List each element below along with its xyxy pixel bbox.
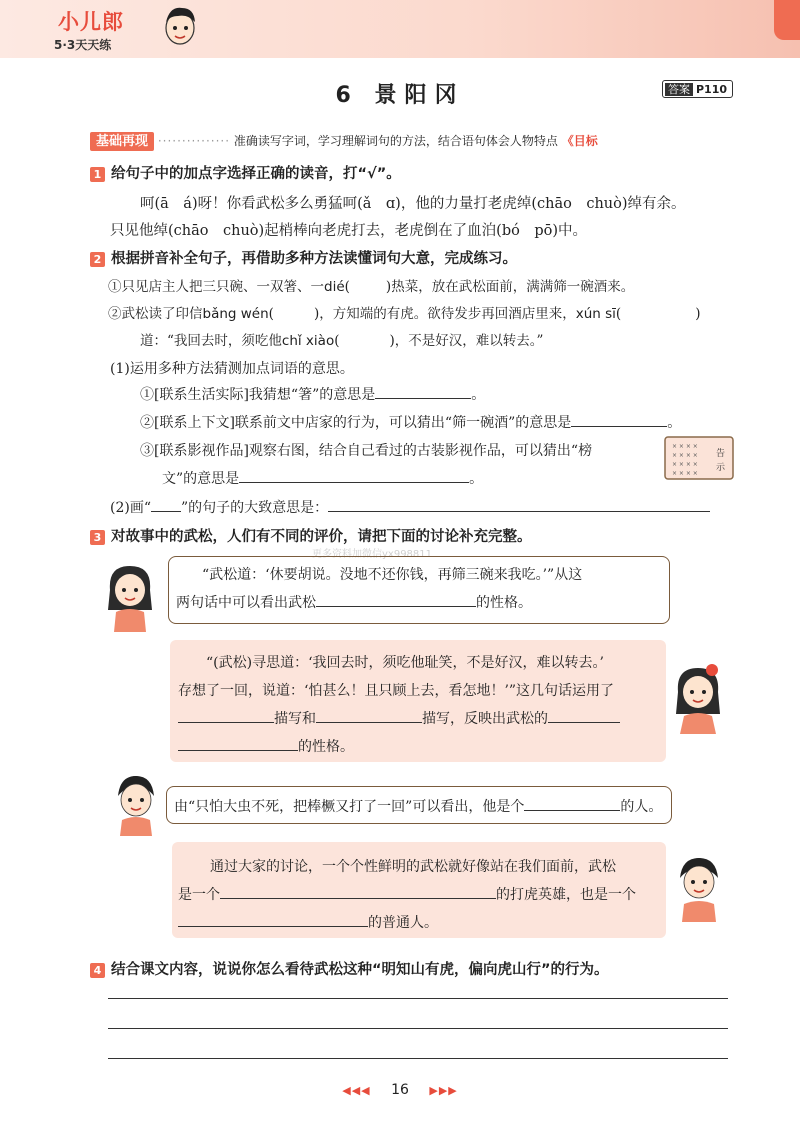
q2-sub-1: (1)运用多种方法猜测加点词语的意思。 bbox=[110, 361, 354, 377]
header-corner-tab bbox=[774, 0, 800, 40]
q2-sub-2-part-a: (2)画“ bbox=[110, 500, 151, 516]
q2-sub-2-blank[interactable] bbox=[328, 497, 710, 512]
q2-s1-blank[interactable] bbox=[350, 277, 386, 291]
q2-sentence-1: ①只见店主人把三只碗、一双箸、一dié( )热菜，放在武松面前，满满筛一碗酒来。 bbox=[108, 279, 635, 295]
boy-avatar-2-icon bbox=[670, 850, 728, 922]
q2-sub-1-b-blank[interactable] bbox=[571, 412, 667, 427]
box-4-line-1: 通过大家的讨论，一个个性鲜明的武松就好像站在我们面前，武松 bbox=[210, 859, 616, 875]
box-4-line-3 bbox=[178, 912, 438, 932]
q2-s2-blank-2[interactable] bbox=[621, 304, 695, 318]
box-2-blank-4[interactable] bbox=[178, 736, 298, 751]
notice-label-1: 告 bbox=[716, 449, 726, 459]
box-1-text-a: 两句话中可以看出武松 bbox=[176, 595, 316, 611]
answer-ref bbox=[662, 80, 733, 98]
answer-line-3[interactable] bbox=[108, 1058, 728, 1059]
question-1-number: 1 bbox=[90, 167, 105, 182]
q2-sub-1-a-blank[interactable] bbox=[375, 384, 471, 399]
page-number: 16 bbox=[391, 1082, 409, 1098]
svg-text:× × × ×: × × × × bbox=[672, 443, 698, 450]
question-1-prompt bbox=[90, 162, 401, 183]
brand-logo: 小儿郎 bbox=[58, 10, 124, 34]
mascot-boy-icon bbox=[160, 2, 200, 50]
box-1-line-1: “武松道：‘休要胡说。没地不还你钱，再筛三碗来我吃。’”从这 bbox=[202, 567, 583, 583]
box-1-text-b: 的性格。 bbox=[476, 595, 532, 611]
box-4-blank-1[interactable] bbox=[220, 884, 496, 899]
box-4-text-b: 的打虎英雄，也是一个 bbox=[496, 887, 636, 903]
q2-sentence-2-cont: 道：“我回去时，须吃他chǐ xiào( )，不是好汉，难以转去。” bbox=[140, 333, 544, 349]
box-4-blank-2[interactable] bbox=[178, 912, 368, 927]
question-2-number: 2 bbox=[90, 252, 105, 267]
q2-sub-1-b-text: ②[联系上下文]联系前文中店家的行为，可以猜出“筛一碗酒”的意思是 bbox=[140, 415, 572, 431]
box-2-blank-3[interactable] bbox=[548, 708, 620, 723]
q2-sub-1-a: ①[联系生活实际]我猜想“箸”的意思是 。 bbox=[140, 384, 485, 404]
question-1-line-1: 呵(ā á)呀！你看武松多么勇猛呵(ǎ ɑ)，他的力量打老虎绰(chāo chuò)绰有余。 bbox=[140, 196, 686, 212]
boy-avatar-icon bbox=[108, 770, 164, 836]
box-2-line-3 bbox=[178, 708, 620, 728]
question-4-number: 4 bbox=[90, 963, 105, 978]
question-3-text: 对故事中的武松，人们有不同的评价，请把下面的讨论补充完整。 bbox=[111, 529, 532, 545]
svg-text:× × × ×: × × × × bbox=[672, 461, 698, 468]
dotted-leader: ··············· bbox=[157, 134, 231, 148]
notice-board-image bbox=[664, 436, 734, 480]
box-3-text-b: 的人。 bbox=[620, 799, 663, 815]
q2-sub-2-part-b: ”的句子的大致意思是： bbox=[181, 500, 329, 516]
page-title: 6 景阳冈 bbox=[335, 83, 465, 108]
box-2-line-2: 存想了一回，说道：‘怕甚么！且只顾上去，看怎地！’”这几句话运用了 bbox=[178, 683, 615, 699]
q2-s1-part-a: ①只见店主人把三只碗、一双箸、一 bbox=[108, 279, 324, 295]
q2-s2-part-c: 道：“我回去时，须吃他 bbox=[140, 333, 282, 349]
brand-subtitle: 5·3天天练 bbox=[54, 38, 112, 52]
svg-text:× × × ×: × × × × bbox=[672, 470, 698, 477]
girl-avatar-2-icon bbox=[668, 660, 728, 734]
q2-s2-pinyin-3: chǐ xiào bbox=[281, 333, 335, 349]
footer-right-arrows: ▶▶▶ bbox=[429, 1084, 458, 1097]
box-2-blank-2[interactable] bbox=[316, 708, 422, 723]
box-3-blank[interactable] bbox=[524, 796, 620, 811]
question-3-number: 3 bbox=[90, 530, 105, 545]
q2-s2-part-d: ，不是好汉，难以转去。” bbox=[394, 333, 544, 349]
question-1-text: 给句子中的加点字选择正确的读音，打“√”。 bbox=[111, 166, 401, 182]
q2-s1-part-b: 热菜，放在武松面前，满满筛一碗酒来。 bbox=[391, 279, 635, 295]
box-2-text-a: 描写和 bbox=[274, 711, 316, 727]
footer-left-arrows: ◀◀◀ bbox=[342, 1084, 371, 1097]
q2-s2-part-b: ，方知端的有虎。欲待发步再回酒店里来， bbox=[319, 306, 576, 322]
question-4-prompt bbox=[90, 958, 609, 979]
svg-text:× × × ×: × × × × bbox=[672, 452, 698, 459]
answer-line-1[interactable] bbox=[108, 998, 728, 999]
q2-sub-1-c-blank[interactable] bbox=[239, 468, 469, 483]
page-footer bbox=[0, 1082, 800, 1098]
answer-line-2[interactable] bbox=[108, 1028, 728, 1029]
box-4-text-c: 的普通人。 bbox=[368, 915, 438, 931]
girl-avatar-icon bbox=[100, 560, 160, 632]
q2-sub-1-b: ②[联系上下文]联系前文中店家的行为，可以猜出“筛一碗酒”的意思是 。 bbox=[140, 412, 681, 432]
watermark: 更多资料加微信yx998811 bbox=[312, 549, 433, 560]
goal-label: 《目标 bbox=[561, 134, 598, 148]
q2-sub-1-a-text: ①[联系生活实际]我猜想“箸”的意思是 bbox=[140, 387, 376, 403]
q2-sub-1-c-text: 文”的意思是 bbox=[162, 471, 240, 487]
q2-s2-pinyin-2: xún sī bbox=[575, 306, 616, 322]
question-4-text: 结合课文内容，说说你怎么看待武松这种“明知山有虎，偏向虎山行”的行为。 bbox=[111, 962, 609, 978]
q2-sub-1-c: ③[联系影视作品]观察右图，结合自己看过的古装影视作品，可以猜出“榜 bbox=[140, 443, 593, 459]
question-2-text: 根据拼音补全句子，再借助多种方法读懂词句大意，完成练习。 bbox=[111, 251, 517, 267]
q2-s1-pinyin: dié bbox=[324, 279, 345, 295]
question-3-prompt bbox=[90, 525, 532, 546]
box-2-text-c: 的性格。 bbox=[298, 739, 354, 755]
goal-text: 准确读写字词，学习理解词句的方法，结合语句体会人物特点 bbox=[233, 134, 558, 148]
section-label: 基础再现 bbox=[90, 132, 154, 151]
box-1-blank[interactable] bbox=[316, 592, 476, 607]
box-2-blank-1[interactable] bbox=[178, 708, 274, 723]
section-banner bbox=[90, 130, 598, 149]
q2-sub-1-c-cont: 文”的意思是 。 bbox=[162, 468, 483, 488]
q2-s2-blank-1[interactable] bbox=[274, 304, 314, 318]
q2-s2-pinyin-1: bǎng wén bbox=[202, 306, 269, 322]
box-4-text-a: 是一个 bbox=[178, 887, 220, 903]
q2-s2-blank-3[interactable] bbox=[339, 331, 389, 345]
box-3-text-a: 由“只怕大虫不死，把棒橛又打了一回”可以看出，他是个 bbox=[174, 799, 525, 815]
box-2-line-4 bbox=[178, 736, 354, 756]
q2-sub-2 bbox=[110, 497, 710, 517]
box-4-line-2 bbox=[178, 884, 636, 904]
box-2-line-1: “(武松)寻思道：‘我回去时，须吃他耻笑，不是好汉，难以转去。’ bbox=[206, 655, 604, 671]
q2-s2-part-a: ②武松读了印信 bbox=[108, 306, 203, 322]
box-1-line-2 bbox=[176, 592, 532, 612]
answer-label: 答案 bbox=[665, 83, 693, 96]
answer-page: P110 bbox=[696, 83, 728, 96]
box-3-line bbox=[174, 796, 662, 816]
q2-sentence-2: ②武松读了印信bǎng wén( )，方知端的有虎。欲待发步再回酒店里来，xún sī( ) bbox=[108, 306, 701, 322]
q2-sub-2-underline-sample bbox=[151, 497, 181, 512]
question-2-prompt bbox=[90, 247, 517, 268]
notice-label-2: 示 bbox=[716, 463, 726, 473]
box-2-text-b: 描写，反映出武松的 bbox=[422, 711, 548, 727]
question-1-line-2: 只见他绰(chāo chuò)起梢棒向老虎打去，老虎倒在了血泊(bó pō)中。 bbox=[110, 223, 588, 239]
